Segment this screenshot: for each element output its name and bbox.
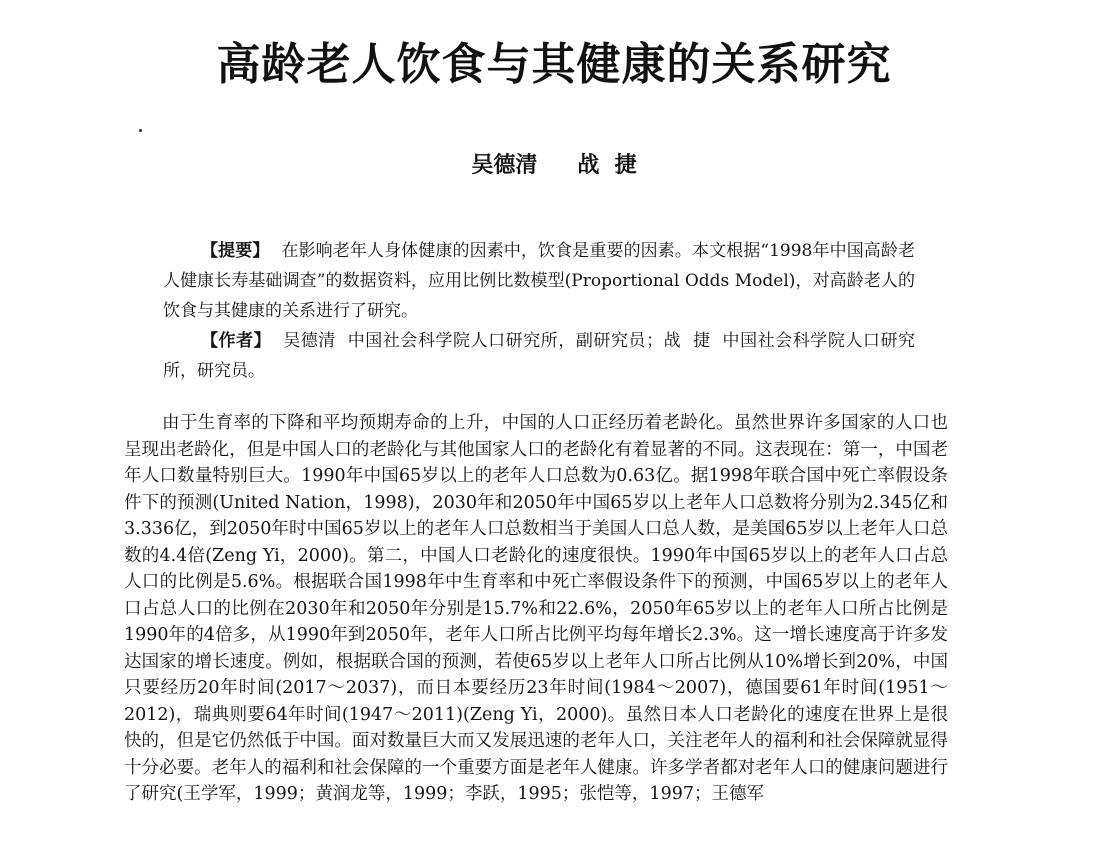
body-text [124,410,948,808]
summary-text: 在影响老年人身体健康的因素中，饮食是重要的因素。本文根据“1998年中国高龄老人健康长寿基础调查”的数据资料，应用比例比数模型(Proportional Odds Model)，对高龄老人的饮食与其健康的关系进行了研究。 [163,241,916,321]
scan-speck [139,129,142,132]
author-affiliation-text: 吴德清 中国社会科学院人口研究所，副研究员；战 捷 中国社会科学院人口研究所，研究员。 [163,331,916,381]
summary-tag: 【提要】 [201,241,270,261]
body-paragraph: 由于生育率的下降和平均预期寿命的上升，中国的人口正经历着老龄化。虽然世界许多国家的人口也呈现出老龄化，但是中国人口的老龄化与其他国家人口的老龄化有着显著的不同。这表现在：第一，中国老年人口数量特别巨大。1990年中国65岁以上的老年人口总数为0.63亿。据1998年联合国中死亡率假设条件下的预测(United Nation，1998)，2030年和2050年中国65岁以上老年人口总数将分别为2.345亿和3.336亿，到2050年时中国65岁以上的老年人口总数相当于美国人口总人数，是美国65岁以上老年人口总数的4.4倍(Zeng Yi，2000)。第二，中国人口老龄化的速度很快。1990年中国65岁以上的老年人口占总人口的比例是5.6%。根据联合国1998年中生育率和中死亡率假设条件下的预测，中国65岁以上的老年人口占总人口的比例在2030年和2050年分别是15.7%和22.6%，2050年65岁以上的老年人口所占比例是1990年的4倍多，从1990年到2050年，老年人口所占比例平均每年增长2.3%。这一增长速度高于许多发达国家的增长速度。例如，根据联合国的预测，若使65岁以上老年人口所占比例从10%增长到20%，中国只要经历20年时间(2017～2037)，而日本要经历23年时间(1984～2007)，德国要61年时间(1951～2012)，瑞典则要64年时间(1947～2011)(Zeng Yi，2000)。虽然日本人口老龄化的速度在世界上是很快的，但是它仍然低于中国。面对数量巨大而又发展迅速的老年人口，关注老年人的福利和社会保障就显得十分必要。老年人的福利和社会保障的一个重要方面是老年人健康。许多学者都对老年人口的健康问题进行了研究(王学军，1999；黄润龙等，1999；李跃，1995；张恺等，1997；王德军 [124,413,948,804]
author-name: 战 捷 [577,152,637,178]
author-tag: 【作者】 [201,331,272,351]
paper-title: 高龄老人饮食与其健康的关系研究 [216,39,892,90]
author-line [0,148,1108,179]
author-name: 吴德清 [471,152,538,178]
abstract-block [163,236,915,386]
abstract-summary [163,236,915,326]
abstract-authors [163,326,915,386]
